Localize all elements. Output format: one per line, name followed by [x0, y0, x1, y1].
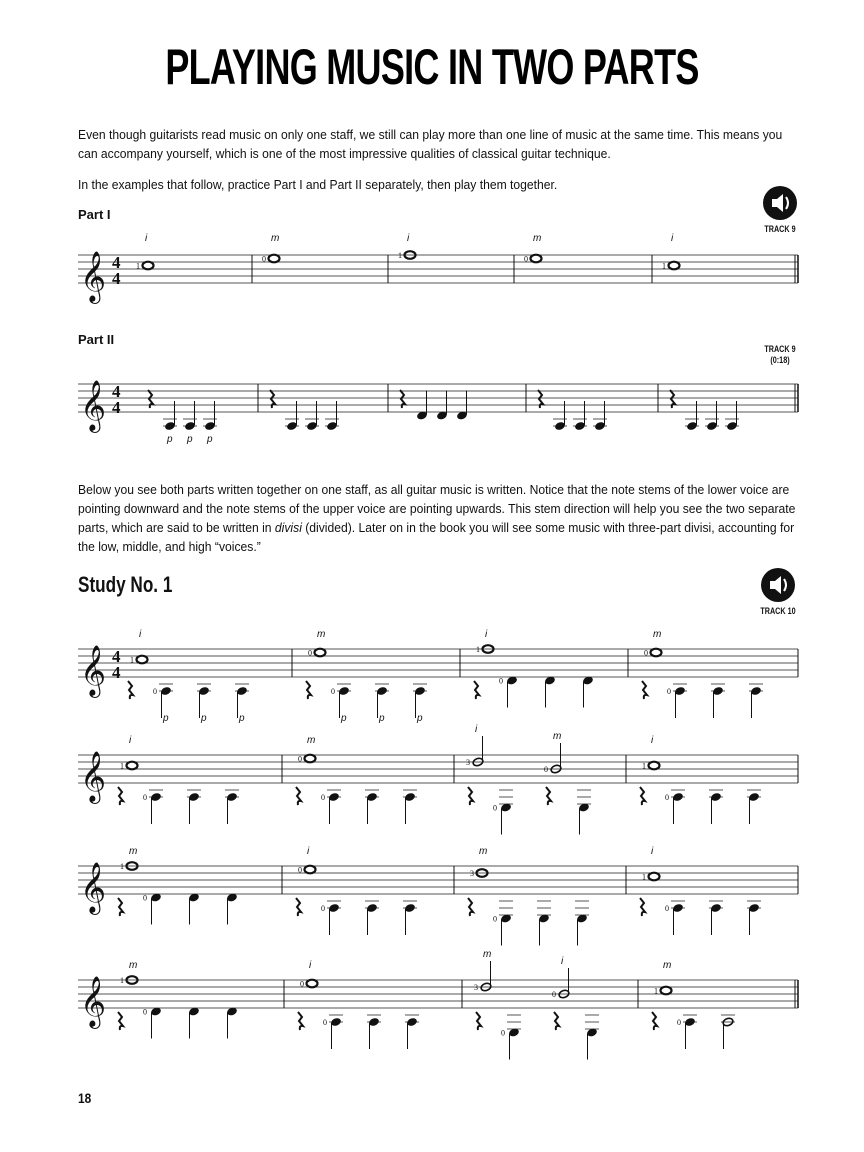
svg-text:0: 0 — [493, 803, 497, 813]
svg-text:i: i — [475, 724, 478, 735]
svg-text:i: i — [129, 735, 132, 746]
svg-text:0: 0 — [667, 687, 671, 696]
intro-paragraph-2: In the examples that follow, practice Part I and Part II separately, then play them together. — [78, 177, 558, 192]
study-1-system-2 — [78, 724, 798, 835]
svg-text:i: i — [139, 629, 142, 640]
svg-text:1: 1 — [136, 261, 140, 271]
svg-text:1: 1 — [642, 872, 646, 882]
svg-text:0: 0 — [300, 979, 304, 989]
study-1-title: Study No. 1 — [78, 572, 173, 597]
svg-text:0: 0 — [501, 1028, 505, 1038]
track-9-label-2: TRACK 9 — [764, 344, 796, 354]
svg-text:0: 0 — [331, 687, 335, 696]
svg-text:i: i — [309, 960, 312, 971]
svg-text:0: 0 — [499, 676, 503, 686]
svg-text:0: 0 — [552, 990, 556, 999]
svg-text:0: 0 — [298, 865, 302, 875]
treble-clef-icon: 𝄞 — [80, 751, 107, 802]
svg-text:0: 0 — [493, 914, 497, 924]
part-2-label: Part II — [78, 332, 115, 347]
svg-text:0: 0 — [321, 793, 325, 802]
svg-text:i: i — [145, 233, 148, 244]
svg-text:0: 0 — [153, 687, 157, 696]
part-1-label: Part I — [78, 207, 111, 222]
svg-text:p: p — [187, 434, 193, 445]
svg-text:1: 1 — [642, 761, 646, 771]
svg-text:p: p — [417, 713, 423, 724]
explanation-text-1: Below you see both parts written together on one staff, as all guitar music is written. Notice that the note stems of the lower voice are pointing downward and the note stems of the upper voice are pointing upwards. This stem direction will help you see the two separate parts, which are said to be written in — [78, 482, 796, 535]
svg-text:m: m — [483, 949, 492, 960]
svg-text:i: i — [407, 233, 410, 244]
explanation-text-2: (divided). Later on in the book you will see some music with three-part divisi, accounting for the low, middle, and high “voices.” — [78, 520, 795, 554]
svg-text:0: 0 — [262, 254, 266, 264]
intro-paragraph-1: Even though guitarists read music on only one staff, we still can play more than one line of music at the same time. This means you can accompany yourself, which is one of the most impressive qualities of classical guitar technique. — [78, 127, 783, 161]
svg-text:m: m — [479, 846, 488, 857]
svg-text:0: 0 — [524, 254, 528, 264]
svg-text:3: 3 — [466, 758, 470, 767]
track-9-label: TRACK 9 — [764, 224, 796, 234]
svg-text:0: 0 — [544, 765, 548, 774]
svg-text:0: 0 — [143, 893, 147, 903]
svg-text:1: 1 — [130, 655, 134, 665]
svg-text:4: 4 — [112, 382, 121, 401]
svg-text:1: 1 — [120, 976, 124, 985]
svg-text:4: 4 — [112, 647, 121, 666]
treble-clef-icon: 𝄞 — [80, 976, 107, 1027]
track-10-label: TRACK 10 — [760, 606, 796, 616]
svg-text:0: 0 — [644, 648, 648, 658]
svg-text:1: 1 — [398, 251, 402, 260]
svg-text:m: m — [533, 233, 542, 244]
svg-text:i: i — [671, 233, 674, 244]
divisi-term: divisi — [274, 520, 302, 535]
svg-text:p: p — [207, 434, 213, 445]
study-1-system-1 — [78, 629, 798, 724]
page-number: 18 — [78, 1090, 92, 1106]
svg-text:m: m — [271, 233, 280, 244]
svg-text:3: 3 — [474, 983, 478, 992]
svg-text:p: p — [201, 713, 207, 724]
svg-text:m: m — [307, 735, 316, 746]
svg-text:p: p — [239, 713, 245, 724]
svg-text:0: 0 — [308, 648, 312, 658]
svg-text:m: m — [553, 731, 562, 742]
svg-text:0: 0 — [323, 1018, 327, 1027]
part-1-staff — [78, 233, 798, 304]
page-title: PLAYING MUSIC IN TWO PARTS — [165, 39, 699, 95]
svg-text:p: p — [163, 713, 169, 724]
svg-text:0: 0 — [143, 793, 147, 802]
svg-text:1: 1 — [120, 761, 124, 771]
svg-text:p: p — [379, 713, 385, 724]
svg-text:4: 4 — [112, 253, 121, 272]
svg-text:0: 0 — [143, 1007, 147, 1017]
svg-text:0: 0 — [298, 754, 302, 764]
svg-text:1: 1 — [662, 261, 666, 271]
track-time: (0:18) — [770, 355, 790, 365]
svg-text:0: 0 — [665, 904, 669, 913]
part-2-staff — [78, 380, 798, 445]
svg-text:p: p — [341, 713, 347, 724]
svg-text:i: i — [307, 846, 310, 857]
svg-text:0: 0 — [677, 1018, 681, 1027]
svg-text:4: 4 — [112, 398, 121, 417]
svg-text:i: i — [561, 956, 564, 967]
svg-text:m: m — [129, 846, 138, 857]
svg-text:4: 4 — [112, 663, 121, 682]
treble-clef-icon: 𝄞 — [80, 380, 107, 431]
svg-text:m: m — [663, 960, 672, 971]
svg-text:3: 3 — [470, 869, 474, 878]
svg-text:i: i — [651, 735, 654, 746]
svg-text:4: 4 — [112, 269, 121, 288]
svg-text:1: 1 — [654, 986, 658, 996]
svg-text:i: i — [485, 629, 488, 640]
svg-text:m: m — [129, 960, 138, 971]
study-1-system-3 — [78, 846, 798, 946]
svg-text:0: 0 — [665, 793, 669, 802]
svg-text:m: m — [653, 629, 662, 640]
svg-text:p: p — [167, 434, 173, 445]
treble-clef-icon: 𝄞 — [80, 862, 107, 913]
svg-text:1: 1 — [476, 645, 480, 654]
treble-clef-icon: 𝄞 — [80, 645, 107, 696]
treble-clef-icon: 𝄞 — [80, 251, 107, 302]
study-1-system-4 — [78, 949, 798, 1060]
svg-text:0: 0 — [321, 904, 325, 913]
svg-text:1: 1 — [120, 862, 124, 871]
svg-text:m: m — [317, 629, 326, 640]
svg-text:i: i — [651, 846, 654, 857]
